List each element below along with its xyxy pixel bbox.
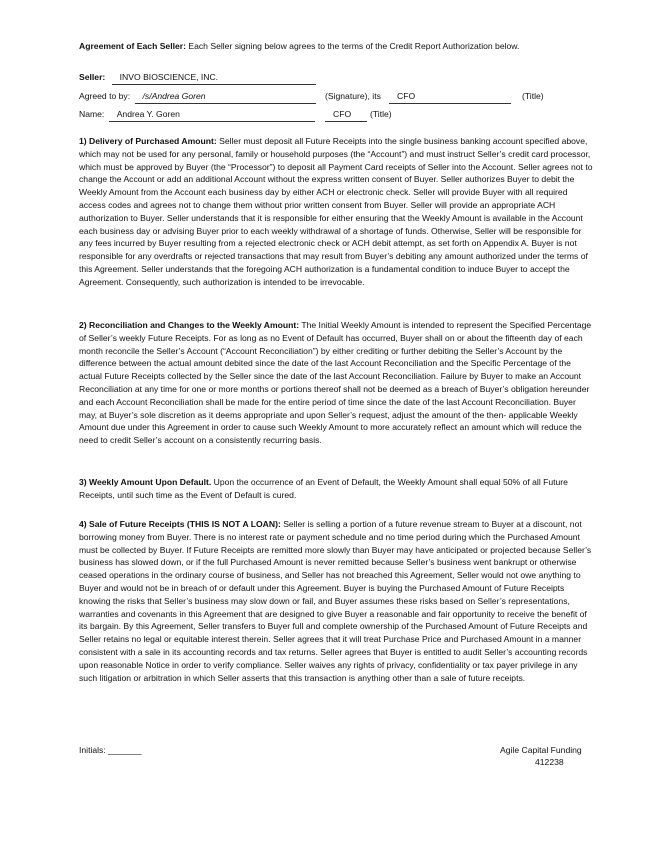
section-heading: 1) Delivery of Purchased Amount: [79, 136, 217, 146]
name-value: Andrea Y. Goren [116, 109, 180, 119]
intro-heading: Agreement of Each Seller: [79, 41, 186, 51]
signature-value: /s/Andrea Goren [142, 91, 206, 101]
section-sale [79, 518, 595, 684]
initials-line: Initials: _______ [79, 745, 142, 755]
agreed-row [79, 90, 316, 104]
section-body: Upon the occurrence of an Event of Default, the Weekly Amount shall equal 50% of all Future Receipts, until such time as the Event of Default is cured. [79, 477, 568, 500]
seller-row [79, 71, 316, 85]
seller-label: Seller: [79, 72, 106, 82]
title-label-1: (Title) [522, 91, 544, 101]
footer-number: 412238 [535, 757, 564, 767]
name-row [79, 108, 315, 122]
section-body: Seller is selling a portion of a future revenue stream to Buyer at a discount, not borrowing money from Buyer. There is no interest rate or payment schedule and no time period during which the Purchased Amount must be collected by Buyer. If Future Receipts are remitted more slowly than Buyer may have anticipated or projected because Seller’s business has slowed down, or if the full Purchased Amount is never remitted because Seller’s business went bankrupt or otherwise ceased operations in the ordinary course of business, and Seller has not breached this Agreement, Seller would not owe anything to Buyer and would not be in breach of or default under this Agreement. Buyer is buying the Purchased Amount of Future Receipts knowing the risks that Seller’s business may slow down or fail, and Buyer assumes these risks based on Seller’s representations, warranties and covenants in this Agreement that are designed to give Buyer a reasonable and fair opportunity to receive the benefit of its bargain. By this Agreement, Seller transfers to Buyer full and complete ownership of the Purchased Amount of Future Receipts and Seller retains no legal or equitable interest therein. Seller agrees that it will treat Purchase Price and Purchased Amount in a manner consistent with a sale in its accounting records and tax returns. Seller agrees that Buyer is entitled to audit Seller’s accounting records upon reasonable Notice in order to verify compliance. Seller waives any rights of privacy, confidentiality or tax payer privilege in any such litigation or arbitration in which Seller asserts that this transaction is anything other than a sale of future receipts. [79, 519, 592, 683]
section-heading: 4) Sale of Future Receipts (THIS IS NOT A LOAN): [79, 519, 281, 529]
section-body: Seller must deposit all Future Receipts into the single business banking account specified above, which may not be used for any personal, family or household purposes (the “Account”) and must instruct Seller’s credit card processor, which must be approved by Buyer (the “Processor”) to deposit all Payment Card receipts of Seller into the Account. Seller agrees not to change the Account or add an additional Account without the express written consent of Buyer. Seller authorizes Buyer to debit the Weekly Amount from the Account each business day by either ACH or electronic check. Seller will provide Buyer with all required access codes and agrees not to change them without prior written consent from Buyer. Seller will provide an appropriate ACH authorization to Buyer. Seller understands that it is responsible for either ensuring that the Weekly Amount is available in the Account each business day or advising Buyer prior to each weekly withdrawal of a shortage of funds. Otherwise, Seller will be responsible for any fees incurred by Buyer resulting from a rejected electronic check or ACH debit attempt, as set forth on Appendix A. Buyer is not responsible for any overdrafts or rejected transactions that may result from Buyer’s debiting any amount authorized under the terms of this Agreement. Seller understands that the foregoing ACH authorization is a fundamental condition to induce Buyer to accept the Agreement. Consequently, such authorization is intended to be irrevocable. [79, 136, 593, 287]
intro-text: Each Seller signing below agrees to the terms of the Credit Report Authorization below. [185, 41, 520, 51]
agreed-label: Agreed to by: [79, 91, 131, 101]
section-default [79, 476, 595, 502]
section-reconciliation [79, 319, 595, 447]
section-body: The Initial Weekly Amount is intended to represent the Specified Percentage of Seller’s weekly Future Receipts. For as long as no Event of Default has occurred, Buyer shall on or about the fifteenth day of each month reconcile the Seller’s Account (“Account Reconciliation”) by either crediting or further debiting the Seller’s Account by the difference between the actual amount debited since the date of the last Account Reconciliation and the Specific Percentage of the actual Future Receipts collected by the Seller since the date of the last Account Reconciliation. Failure by Buyer to make an Account Reconciliation at any time for one or more months or portions thereof shall not be deemed as a breach of Buyer’s obligation hereunder and each Account Reconciliation shall be made for the entire period of time since the date of the last Account Reconciliation. Buyer may, at Buyer’s sole discretion as it deems appropriate and upon Seller’s request, adjust the amount of the then- applicable Weekly Amount due under this Agreement in order to cause such Weekly Amount to more accurately reflect an amount which will reduce the need to credit Seller’s account on a consistently recurring basis. [79, 320, 592, 446]
title-value-2: CFO [333, 109, 352, 119]
signature-its: (Signature), its [325, 91, 381, 101]
section-heading: 3) Weekly Amount Upon Default. [79, 477, 212, 487]
name-label: Name: [79, 109, 105, 119]
title-value-1: CFO [397, 91, 416, 101]
section-delivery [79, 135, 595, 289]
section-heading: 2) Reconciliation and Changes to the Weekly Amount: [79, 320, 300, 330]
seller-value: INVO BIOSCIENCE, INC. [119, 72, 219, 82]
title-label-2: (Title) [370, 109, 392, 119]
name-field [109, 108, 315, 122]
intro-line [79, 40, 519, 53]
title-field-1 [389, 90, 511, 104]
title-field-2 [325, 108, 367, 122]
signature-field [135, 90, 316, 104]
seller-field [112, 71, 316, 85]
footer-company: Agile Capital Funding [500, 745, 582, 755]
